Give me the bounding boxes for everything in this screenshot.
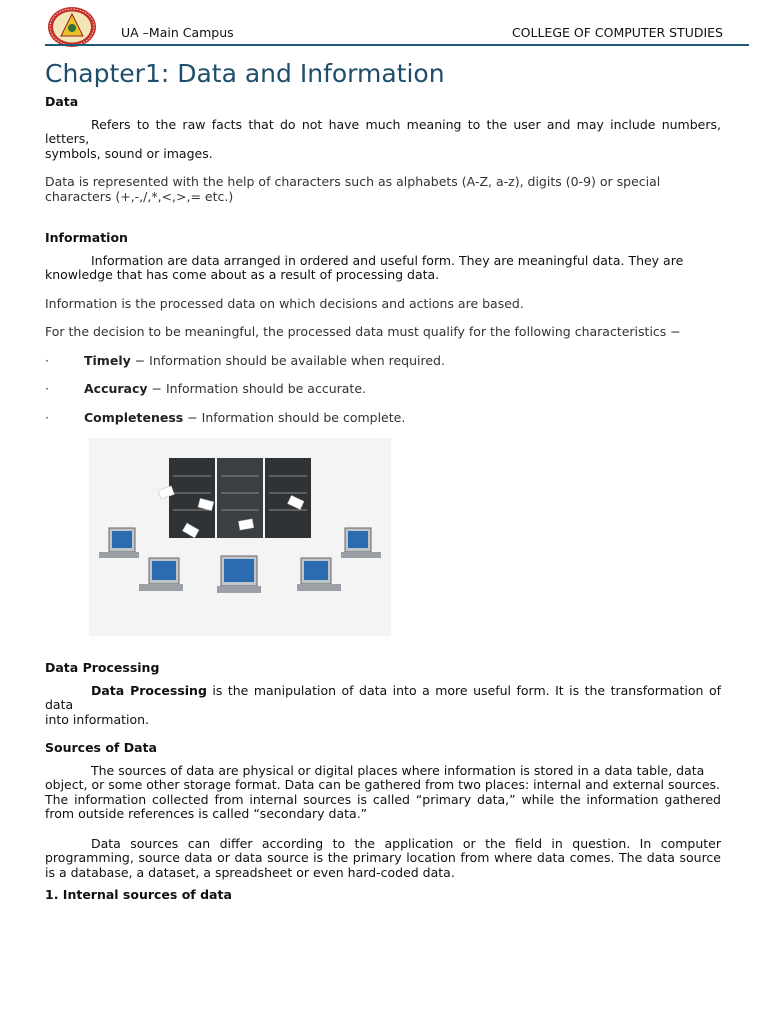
bullet-completeness: · Completeness − Information should be complete. (45, 409, 406, 425)
campus-label: UA –Main Campus (121, 25, 234, 40)
document-body (45, 58, 721, 903)
college-label: COLLEGE OF COMPUTER STUDIES (511, 25, 723, 40)
information-characteristics-intro: For the decision to be meaningful, the processed data must qualify for the following characteristics − (45, 324, 681, 339)
servers-and-laptops-icon (89, 438, 391, 636)
page-title: Chapter1: Data and Information (45, 59, 445, 88)
data-processing-line2: into information. (45, 711, 150, 727)
sources-line2: object, or some other storage format. Data can be gathered from two places: internal and external sources. (45, 777, 720, 792)
bullet-timely: · Timely − Information should be available when required. (45, 352, 445, 368)
data-processing-text: is the manipulation of data into a more useful form. It is the transformation of data (45, 682, 722, 712)
information-definition-line1: Information are data arranged in ordered and useful form. They are meaningful data. They are (91, 252, 684, 268)
section-heading-data: Data (45, 94, 79, 109)
data-processing-term: Data Processing (91, 682, 207, 698)
bullet-term: Completeness (84, 409, 184, 425)
data-processing-line1 (45, 684, 721, 713)
university-seal-logo (46, 6, 98, 48)
section-heading-data-processing: Data Processing (45, 660, 160, 675)
sources-line3: The information collected from internal sources is called “primary data,” while the information gathered from outside references is called “secondary data.” (45, 791, 721, 821)
bullet-term: Accuracy (84, 381, 148, 396)
information-definition-line2: knowledge that has come about as a result of processing data. (45, 267, 440, 282)
network-illustration-image (89, 438, 391, 636)
header-divider (45, 44, 749, 46)
information-processed-text: Information is the processed data on which decisions and actions are based. (45, 295, 524, 311)
page-header (0, 0, 768, 48)
bullet-accuracy: · Accuracy − Information should be accurate. (45, 381, 366, 396)
sources-paragraph2: Data sources can differ according to the application or the field in question. In computer programming, source data or data source is the primary location from where data comes. The data source is a database, a dataset, a spreadsheet or even hard-coded data. (45, 835, 721, 880)
data-definition-line2: symbols, sound or images. (45, 145, 213, 161)
bullet-text: − Information should be accurate. (147, 381, 366, 396)
data-representation-text: Data is represented with the help of characters such as alphabets (A-Z, a-z), digits (0-9) or special characters (+,-,/,*,<,>,= etc.) (45, 174, 661, 204)
bullet-text: − Information should be complete. (183, 409, 406, 425)
section-heading-sources: Sources of Data (45, 740, 157, 755)
bullet-term: Timely (84, 352, 131, 368)
subheading-internal-sources: 1. Internal sources of data (45, 887, 232, 902)
sources-line1: The sources of data are physical or digital places where information is stored in a data table, data (91, 762, 705, 778)
section-heading-information: Information (45, 230, 128, 245)
data-definition-line1: Refers to the raw facts that do not have much meaning to the user and may include numbers, letters, (45, 116, 721, 146)
bullet-text: − Information should be available when required. (130, 352, 445, 368)
